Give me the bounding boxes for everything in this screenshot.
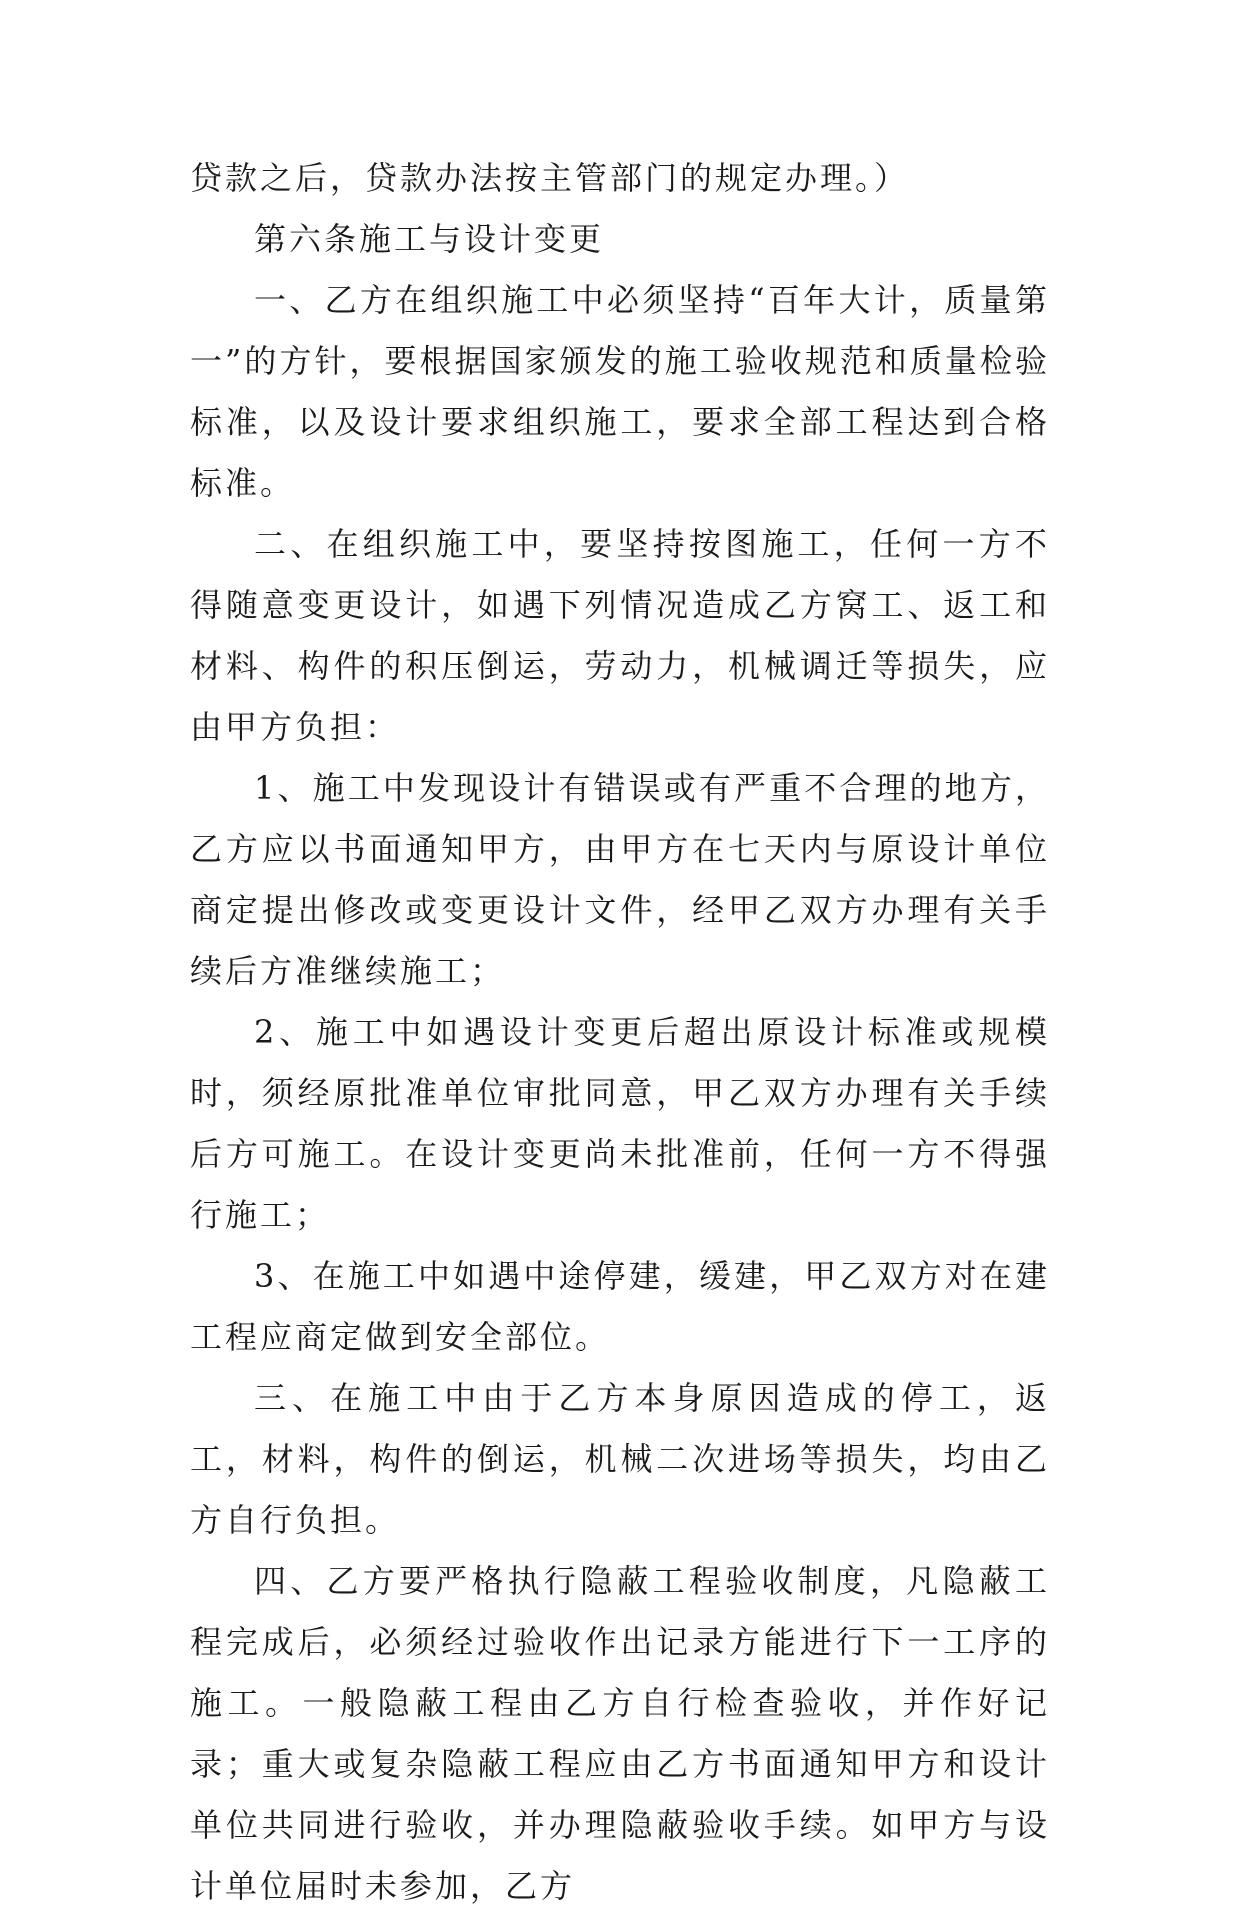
paragraph-clause-4: 四、乙方要严格执行隐蔽工程验收制度，凡隐蔽工程完成后，必须经过验收作出记录方能进行下一工序的施工。一般隐蔽工程由乙方自行检查验收，并作好记录；重大或复杂隐蔽工程应由乙方书面通知甲方和设计单位共同进行验收，并办理隐蔽验收手续。如甲方与设计单位届时未参加，乙方: [190, 1562, 1050, 1905]
paragraph-item-1: 1、施工中发现设计有错误或有严重不合理的地方，乙方应以书面通知甲方，由甲方在七天内与原设计单位商定提出修改或变更设计文件，经甲乙双方办理有关手续后方准继续施工；: [190, 769, 1050, 990]
paragraph-clause-2: 二、在组织施工中，要坚持按图施工，任何一方不得随意变更设计，如遇下列情况造成乙方窝工、返工和材料、构件的积压倒运，劳动力，机械调迁等损失，应由甲方负担：: [190, 525, 1050, 746]
paragraph-loan-continuation: 贷款之后，贷款办法按主管部门的规定办理。）: [190, 159, 910, 197]
section-heading-article-6: 第六条施工与设计变更: [254, 220, 605, 258]
paragraph-clause-1: 一、乙方在组织施工中必须坚持“百年大计，质量第一”的方针，要根据国家颁发的施工验收规范和质量检验标准，以及设计要求组织施工，要求全部工程达到合格标准。: [190, 281, 1050, 502]
paragraph-clause-3: 三、在施工中由于乙方本身原因造成的停工，返工，材料，构件的倒运，机械二次进场等损失，均由乙方自行负担。: [190, 1379, 1050, 1539]
paragraph-item-3: 3、在施工中如遇中途停建，缓建，甲乙双方对在建工程应商定做到安全部位。: [190, 1257, 1050, 1356]
paragraph-item-2: 2、施工中如遇设计变更后超出原设计标准或规模时，须经原批准单位审批同意，甲乙双方办理有关手续后方可施工。在设计变更尚未批准前，任何一方不得强行施工；: [190, 1013, 1050, 1234]
document-body: [190, 148, 1050, 1917]
